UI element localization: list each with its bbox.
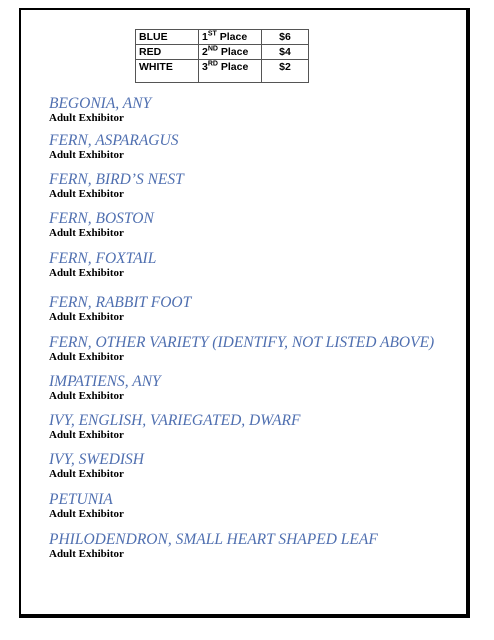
place-ordinal: ND bbox=[207, 45, 218, 53]
ribbon-cell: RED bbox=[136, 45, 199, 60]
entry-subtitle: Adult Exhibitor bbox=[49, 468, 124, 480]
entry-title: FERN, ASPARAGUS bbox=[49, 132, 179, 149]
amount-cell: $4 bbox=[262, 45, 309, 60]
entry-title: IVY, ENGLISH, VARIEGATED, DWARF bbox=[49, 412, 301, 429]
place-ordinal: RD bbox=[207, 60, 218, 68]
ribbon-cell: WHITE bbox=[136, 60, 199, 83]
entry-petunia bbox=[49, 492, 124, 521]
entry-subtitle: Adult Exhibitor bbox=[49, 188, 124, 200]
place-number: 2 bbox=[202, 46, 208, 58]
entry-subtitle: Adult Exhibitor bbox=[49, 112, 124, 124]
entry-subtitle: Adult Exhibitor bbox=[49, 311, 124, 323]
entry-impatiens bbox=[49, 374, 161, 403]
prize-row-blue bbox=[136, 30, 309, 45]
document-page bbox=[19, 8, 470, 618]
entry-title: FERN, OTHER VARIETY (IDENTIFY, NOT LISTED ABOVE) bbox=[49, 334, 435, 351]
entry-subtitle: Adult Exhibitor bbox=[49, 429, 124, 441]
place-number: 1 bbox=[202, 31, 208, 43]
entry-title: PETUNIA bbox=[49, 491, 113, 508]
entry-title: FERN, BIRD’S NEST bbox=[49, 171, 184, 188]
entry-fern-rabbit-foot bbox=[49, 295, 191, 324]
place-ordinal: ST bbox=[207, 30, 217, 38]
entry-fern-boston bbox=[49, 211, 154, 240]
entry-fern-other-variety bbox=[49, 335, 434, 364]
amount-cell: $6 bbox=[262, 30, 309, 45]
entry-title: FERN, FOXTAIL bbox=[49, 250, 157, 267]
prize-row-red bbox=[136, 45, 309, 60]
place-number: 3 bbox=[202, 61, 208, 73]
place-cell bbox=[199, 60, 262, 83]
entry-ivy-english bbox=[49, 413, 300, 442]
entry-begonia bbox=[49, 96, 151, 125]
entry-title: IVY, SWEDISH bbox=[49, 451, 145, 468]
place-word: Place bbox=[220, 46, 249, 58]
entry-title: BEGONIA, ANY bbox=[49, 95, 152, 112]
ribbon-cell: BLUE bbox=[136, 30, 199, 45]
entry-subtitle: Adult Exhibitor bbox=[49, 227, 124, 239]
place-word: Place bbox=[219, 31, 248, 43]
prize-table bbox=[135, 29, 309, 83]
entry-title: PHILODENDRON, SMALL HEART SHAPED LEAF bbox=[49, 531, 378, 548]
entry-subtitle: Adult Exhibitor bbox=[49, 390, 124, 402]
entry-title: IMPATIENS, ANY bbox=[49, 373, 161, 390]
entry-fern-asparagus bbox=[49, 133, 178, 162]
place-cell bbox=[199, 45, 262, 60]
entry-subtitle: Adult Exhibitor bbox=[49, 508, 124, 520]
place-cell bbox=[199, 30, 262, 45]
prize-row-white bbox=[136, 60, 309, 83]
entry-subtitle: Adult Exhibitor bbox=[49, 267, 124, 279]
entry-ivy-swedish bbox=[49, 452, 144, 481]
entry-title: FERN, BOSTON bbox=[49, 210, 154, 227]
entry-subtitle: Adult Exhibitor bbox=[49, 149, 124, 161]
amount-cell: $2 bbox=[262, 60, 309, 83]
place-word: Place bbox=[220, 61, 249, 73]
entry-subtitle: Adult Exhibitor bbox=[49, 351, 124, 363]
entry-subtitle: Adult Exhibitor bbox=[49, 548, 124, 560]
entry-fern-foxtail bbox=[49, 251, 156, 280]
entry-title: FERN, RABBIT FOOT bbox=[49, 294, 192, 311]
entry-philodendron bbox=[49, 532, 378, 561]
entry-fern-birds-nest bbox=[49, 172, 184, 201]
